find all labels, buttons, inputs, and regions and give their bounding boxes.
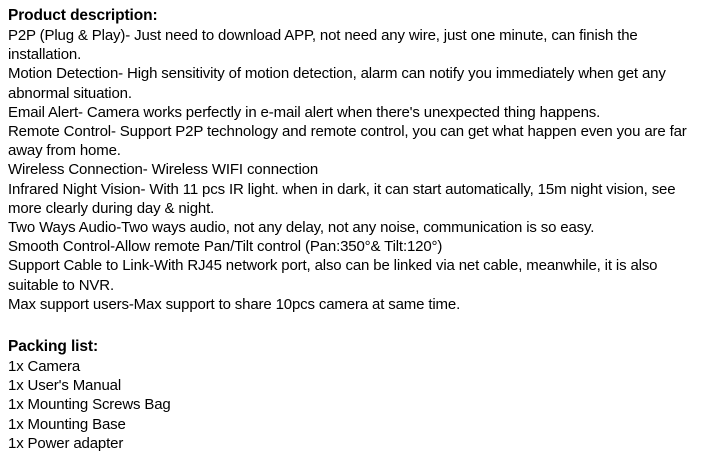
packing-list-heading: Packing list: xyxy=(8,338,99,356)
section-spacer xyxy=(8,314,709,337)
description-paragraph: Max support users-Max support to share 10pcs camera at same time. xyxy=(8,295,461,313)
list-item: 1x Power adapter xyxy=(8,434,124,452)
list-item: 1x Mounting Screws Bag xyxy=(8,396,171,414)
description-paragraph: Email Alert- Camera works perfectly in e-mail alert when there's unexpected thing happens. xyxy=(8,103,601,121)
description-paragraph: Infrared Night Vision- With 11 pcs IR light. when in dark, it can start automatically, 15m night vision, see more clearly during day & night. xyxy=(8,180,676,217)
product-description-section xyxy=(8,6,709,314)
description-paragraph: Support Cable to Link-With RJ45 network port, also can be linked via net cable, meanwhile, it is also suitable to NVR. xyxy=(8,257,658,294)
list-item: 1x Mounting Base xyxy=(8,415,126,433)
description-paragraph: Remote Control- Support P2P technology and remote control, you can get what happen even you are far away from home. xyxy=(8,123,687,160)
product-description-heading: Product description: xyxy=(8,7,158,24)
description-paragraph: Wireless Connection- Wireless WIFI connection xyxy=(8,161,319,179)
packing-list-section xyxy=(8,337,709,453)
description-paragraph: Motion Detection- High sensitivity of motion detection, alarm can notify you immediately when get any abnormal situation. xyxy=(8,65,666,102)
description-paragraph: P2P (Plug & Play)- Just need to download APP, not need any wire, just one minute, can finish the installation. xyxy=(8,27,638,64)
description-paragraph: Two Ways Audio-Two ways audio, not any delay, not any noise, communication is so easy. xyxy=(8,219,595,237)
list-item: 1x User's Manual xyxy=(8,377,122,395)
description-paragraph: Smooth Control-Allow remote Pan/Tilt control (Pan:350°& Tilt:120°) xyxy=(8,238,443,256)
list-item: 1x Camera xyxy=(8,358,81,376)
